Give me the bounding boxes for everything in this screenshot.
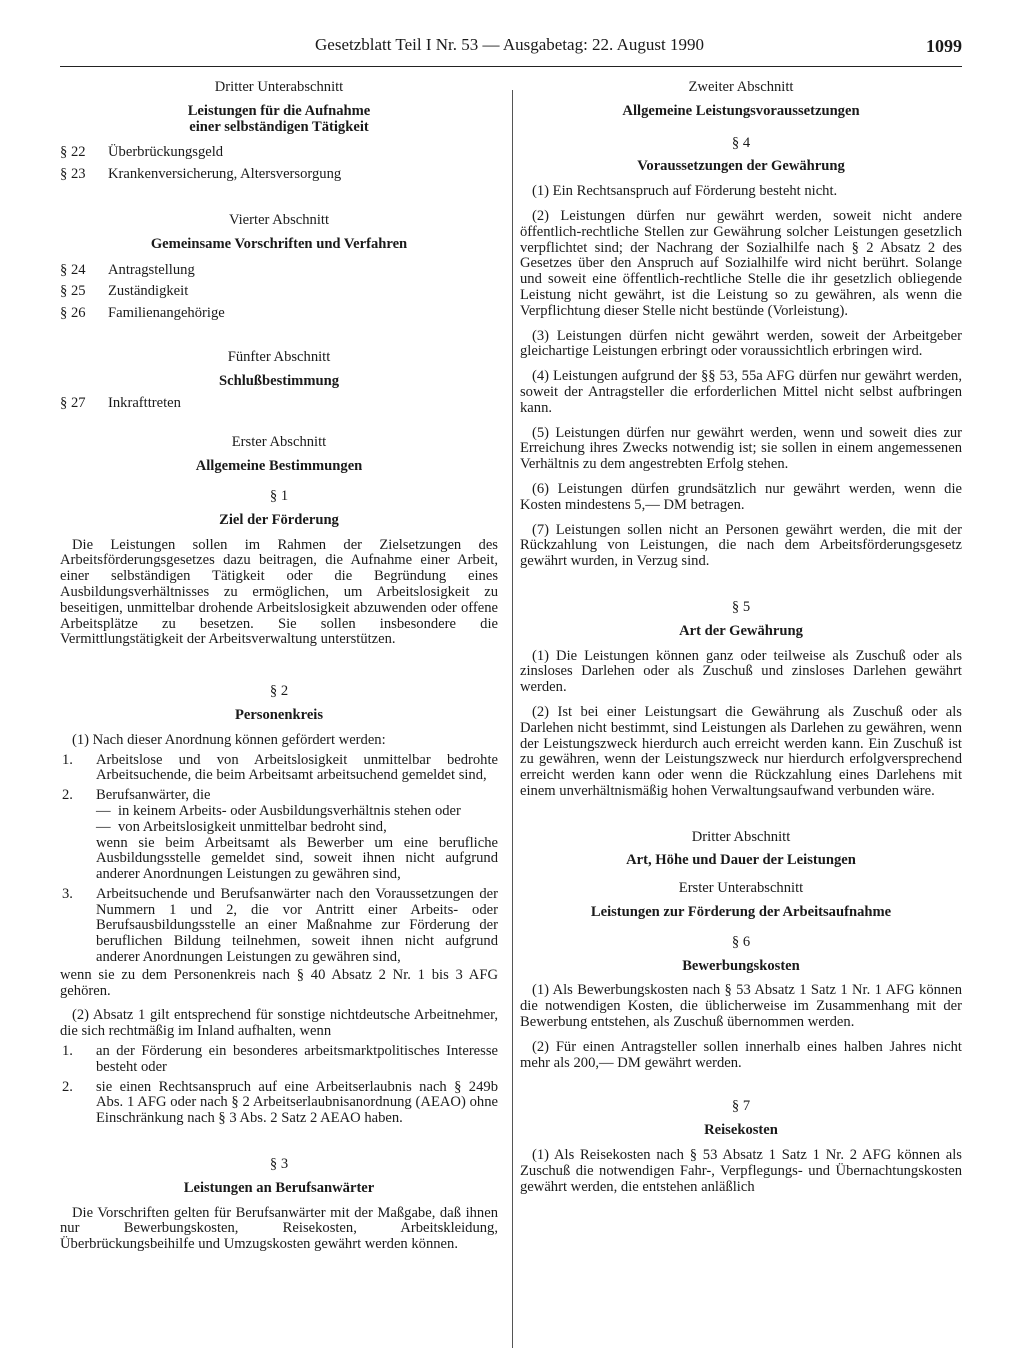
paragraph-text: Die Vorschriften gelten für Berufsanwärter mit der Maßgabe, daß ihnen nur Bewerbungskosten, Reisekosten, Arbeitskleidung, Überbrückungsbeihilfe und Umzugskosten gewährt werden können. — [60, 1204, 498, 1253]
list-item-number: 1. — [62, 751, 73, 768]
section-zweiter-abschnitt — [520, 80, 962, 120]
dash-item — [96, 804, 498, 820]
paragraph-title: Voraussetzungen der Gewährung — [637, 158, 845, 175]
paragraph-title: Art der Gewährung — [679, 622, 803, 639]
right-column — [520, 80, 962, 1195]
dash-item-text: von Arbeitslosigkeit unmittelbar bedroht sind, — [118, 818, 387, 835]
paragraph-title: Leistungen an Berufsanwärter — [183, 1179, 375, 1196]
list-item-number: 1. — [62, 1043, 73, 1060]
toc-entry — [60, 306, 498, 322]
paragraph-text: (3) Leistungen dürfen nicht gewährt werden, soweit der Arbeitgeber gleichartige Leistungen erbringt oder voraussichtlich erbringen wird. — [520, 327, 962, 360]
paragraph-3 — [60, 1157, 498, 1253]
page-number: 1099 — [926, 36, 962, 56]
section-title: Leistungen für die Aufnahme — [187, 102, 371, 119]
section-title: Gemeinsame Vorschriften und Verfahren — [150, 235, 408, 252]
section-title: Schlußbestimmung — [218, 372, 340, 389]
paragraph-text: (2) Absatz 1 gilt entsprechend für sonstige nichtdeutsche Arbeitnehmer, die sich rechtmäßig im Inland aufhalten, wenn — [60, 1007, 498, 1040]
dash-item — [96, 820, 498, 836]
paragraph-text: (1) Nach dieser Anordnung können gefördert werden: — [72, 731, 386, 748]
toc-entry-number: § 24 — [60, 261, 86, 278]
section-heading: Vierter Abschnitt — [228, 211, 330, 228]
section-title: einer selbständigen Tätigkeit — [189, 118, 369, 135]
toc-entry-number: § 26 — [60, 305, 86, 322]
paragraph-text: (1) Die Leistungen können ganz oder teilweise als Zuschuß oder als zinsloses Darlehen oder als Zuschuß und zinsloses Darlehen gewährt werden. — [520, 647, 962, 696]
list-item-number: 2. — [62, 787, 73, 804]
paragraph-4 — [520, 136, 962, 570]
section-heading: Fünfter Abschnitt — [227, 348, 331, 365]
section-fuenfter-abschnitt — [60, 350, 498, 411]
paragraph-number: § 7 — [731, 1098, 751, 1115]
paragraph-number: § 6 — [731, 933, 751, 950]
list-item-text: an der Förderung ein besonderes arbeitsmarktpolitisches Interesse besteht oder — [96, 1043, 498, 1075]
list-item-text: wenn sie beim Arbeitsamt als Bewerber um eine berufliche Ausbildungsstelle gemeldet sind, soweit ihnen nicht aufgrund anderer Anordnungen Leistungen zu gewähren sind, — [96, 834, 498, 883]
section-dritter-abschnitt — [520, 830, 962, 870]
toc-entry-label: Antragstellung — [108, 261, 195, 278]
toc-entry — [60, 263, 498, 279]
paragraph-text: (1) Als Bewerbungskosten nach § 53 Absatz 1 Satz 1 Nr. 1 AFG können die notwendigen Kosten, die üblicherweise im Zusammenhang mit der Bewerbung entstehen, als Zuschuß übernommen werden. — [520, 982, 962, 1031]
list-item — [60, 753, 498, 785]
toc-entry — [60, 167, 498, 183]
list-item-text: sie einen Rechtsanspruch auf eine Arbeitserlaubnis nach § 249b Abs. 1 AFG oder nach § 2 Arbeitserlaubnisanordnung (AEAO) ohne Einschränkung nach § 3 Abs. 2 Satz 2 AEAO haben. — [96, 1078, 498, 1127]
section-heading: Zweiter Abschnitt — [688, 79, 794, 95]
paragraph-number: § 4 — [731, 134, 751, 151]
dash-mark: — — [96, 802, 111, 819]
paragraph-text: (2) Leistungen dürfen nur gewährt werden, soweit nicht andere öffentlich-rechtliche Stellen zur Gewährung solcher Leistungen gesetzlich verpflichtet sind; der Nachrang der Sozialhilfe nach § 2 Absatz 2 des Gesetzes über den Anspruch auf Sozialhilfe wird nicht berührt. Solange und soweit eine öffentlich-rechtliche Stelle die ihr gesetzlich obliegende Leistung nicht gewährt, ist die Leistung so zu gewähren, als wenn die Verpflichtung dieser Stelle nicht bestünde (Vorleistung). — [520, 207, 962, 319]
list-item — [60, 788, 498, 883]
column-divider — [512, 90, 513, 1348]
toc-entry — [60, 145, 498, 161]
section-title: Allgemeine Bestimmungen — [195, 458, 363, 475]
header-title: Gesetzblatt Teil I Nr. 53 — Ausgabetag: 22. August 1990 — [315, 35, 704, 54]
paragraph-text: (1) Als Reisekosten nach § 53 Absatz 1 Satz 1 Nr. 2 AFG können als Zuschuß die notwendigen Fahr-, Verpflegungs- und Übernachtungskosten gewährt werden, die entstehen anläßlich — [520, 1147, 962, 1195]
toc-entry-number: § 27 — [60, 394, 86, 411]
list-item-text: Berufsanwärter, die — [96, 787, 211, 804]
section-title: Allgemeine Leistungsvoraussetzungen — [622, 102, 860, 119]
paragraph-number: § 2 — [269, 683, 289, 700]
list-item-number: 3. — [62, 885, 73, 902]
toc-entry-label: Familienangehörige — [108, 305, 225, 322]
toc-entry-label: Zuständigkeit — [108, 283, 189, 300]
paragraph-text: (7) Leistungen sollen nicht an Personen gewährt werden, die mit der Rückzahlung von Leistungen, die nach dem Arbeitsförderungsgesetz gewährt wurden, in Verzug sind. — [520, 521, 962, 570]
paragraph-title: Personenkreis — [234, 706, 324, 723]
toc-entry-label: Überbrückungsgeld — [108, 144, 224, 161]
list-item — [60, 887, 498, 966]
left-column — [60, 80, 498, 1253]
paragraph-text: (6) Leistungen dürfen grundsätzlich nur gewährt werden, wenn die Kosten mindestens 5,— DM betragen. — [520, 480, 962, 513]
paragraph-7 — [520, 1099, 962, 1195]
paragraph-text: Die Leistungen sollen im Rahmen der Zielsetzungen des Arbeitsförderungsgesetzes dazu beitragen, die Aufnahme einer Arbeit, einer selbständigen Tätigkeit oder die Begründung eines Ausbildungsverhältnisses zu ermöglichen, um Arbeitslosigkeit zu beseitigen, unmittelbar drohende Arbeitslosigkeit abzuwenden oder offene Arbeitsplätze zu besetzen. Sie sollen insbesondere die Vermittlungstätigkeit der Arbeitsverwaltung unterstützen. — [60, 536, 498, 648]
paragraph-text: (5) Leistungen dürfen nur gewährt werden, wenn und soweit dies zur Erreichung ihres Zwecks notwendig ist; sie sollen in einem angemessenen Verhältnis zu dem angestrebten Erfolg stehen. — [520, 424, 962, 473]
paragraph-2 — [60, 684, 498, 1127]
dash-item-text: in keinem Arbeits- oder Ausbildungsverhältnis stehen oder — [118, 802, 461, 819]
toc-entry-label: Inkrafttreten — [108, 394, 181, 411]
section-erster-abschnitt — [60, 435, 498, 475]
paragraph-text: wenn sie zu dem Personenkreis nach § 40 Absatz 2 Nr. 1 bis 3 AFG gehören. — [60, 966, 498, 999]
paragraph-5 — [520, 600, 962, 800]
toc-entry — [60, 284, 498, 300]
section-heading: Erster Abschnitt — [231, 434, 327, 451]
dash-mark: — — [96, 818, 111, 835]
paragraph-1 — [60, 489, 498, 648]
page-header — [60, 32, 962, 67]
section-dritter-unterabschnitt — [60, 80, 498, 183]
section-title: Leistungen zur Förderung der Arbeitsaufnahme — [590, 904, 892, 921]
toc-entry-number: § 22 — [60, 144, 86, 161]
toc-entry-label: Krankenversicherung, Altersversorgung — [108, 166, 342, 183]
paragraph-title: Reisekosten — [704, 1122, 778, 1139]
section-erster-unterabschnitt — [520, 881, 962, 921]
section-heading: Erster Unterabschnitt — [678, 880, 804, 897]
toc-entry-number: § 25 — [60, 283, 86, 300]
list-item — [60, 1044, 498, 1076]
paragraph-6 — [520, 935, 962, 1072]
paragraph-title: Ziel der Förderung — [219, 511, 339, 528]
paragraph-text: (1) Ein Rechtsanspruch auf Förderung besteht nicht. — [532, 183, 838, 200]
toc-entry-number: § 23 — [60, 166, 86, 183]
section-title: Art, Höhe und Dauer der Leistungen — [626, 852, 856, 869]
paragraph-text: (2) Für einen Antragsteller sollen innerhalb eines halben Jahres nicht mehr als 200,— DM gewährt werden. — [520, 1038, 962, 1071]
section-heading: Dritter Abschnitt — [691, 828, 791, 845]
section-heading: Dritter Unterabschnitt — [214, 79, 344, 95]
list-item-text: Arbeitslose und von Arbeitslosigkeit unmittelbar bedrohte Arbeitsuchende, die beim Arbeitsamt arbeitsuchend gemeldet sind, — [96, 751, 498, 784]
paragraph-title: Bewerbungskosten — [682, 957, 800, 974]
list-item — [60, 1080, 498, 1127]
paragraph-text: (2) Ist bei einer Leistungsart die Gewährung als Zuschuß oder als Darlehen nicht bestimmt, sind Leistungen als Darlehen zu gewähren, wenn der Leistungszweck hierdurch auch erreicht werden kann. Ein Zuschuß ist zu gewähren, wenn der Leistungszweck nur hierdurch erfolgversprechend erreicht werden kann oder wenn die Rückzahlung eines Darlehens mit einem unverhältnismäßig hohen Verwaltungsaufwand verbunden wäre. — [520, 703, 962, 799]
paragraph-number: § 5 — [731, 598, 751, 615]
list-item-text: Arbeitsuchende und Berufsanwärter nach den Voraussetzungen der Nummern 1 und 2, die vor Antritt einer Arbeits- oder Berufsausbildungsstelle an einer Maßnahme zur Förderung der beruflichen Bildung teilnehmen, soweit ihnen nicht aufgrund anderer Anordnungen Leistungen zu gewähren sind, — [96, 885, 498, 966]
paragraph-number: § 3 — [269, 1156, 289, 1173]
section-vierter-abschnitt — [60, 213, 498, 322]
paragraph-text: (4) Leistungen aufgrund der §§ 53, 55a AFG dürfen nur gewährt werden, soweit der Antragsteller die erforderlichen Mittel nicht selbst aufbringen kann. — [520, 368, 962, 416]
paragraph-number: § 1 — [269, 487, 289, 504]
toc-entry — [60, 396, 498, 412]
list-item-number: 2. — [62, 1078, 73, 1095]
